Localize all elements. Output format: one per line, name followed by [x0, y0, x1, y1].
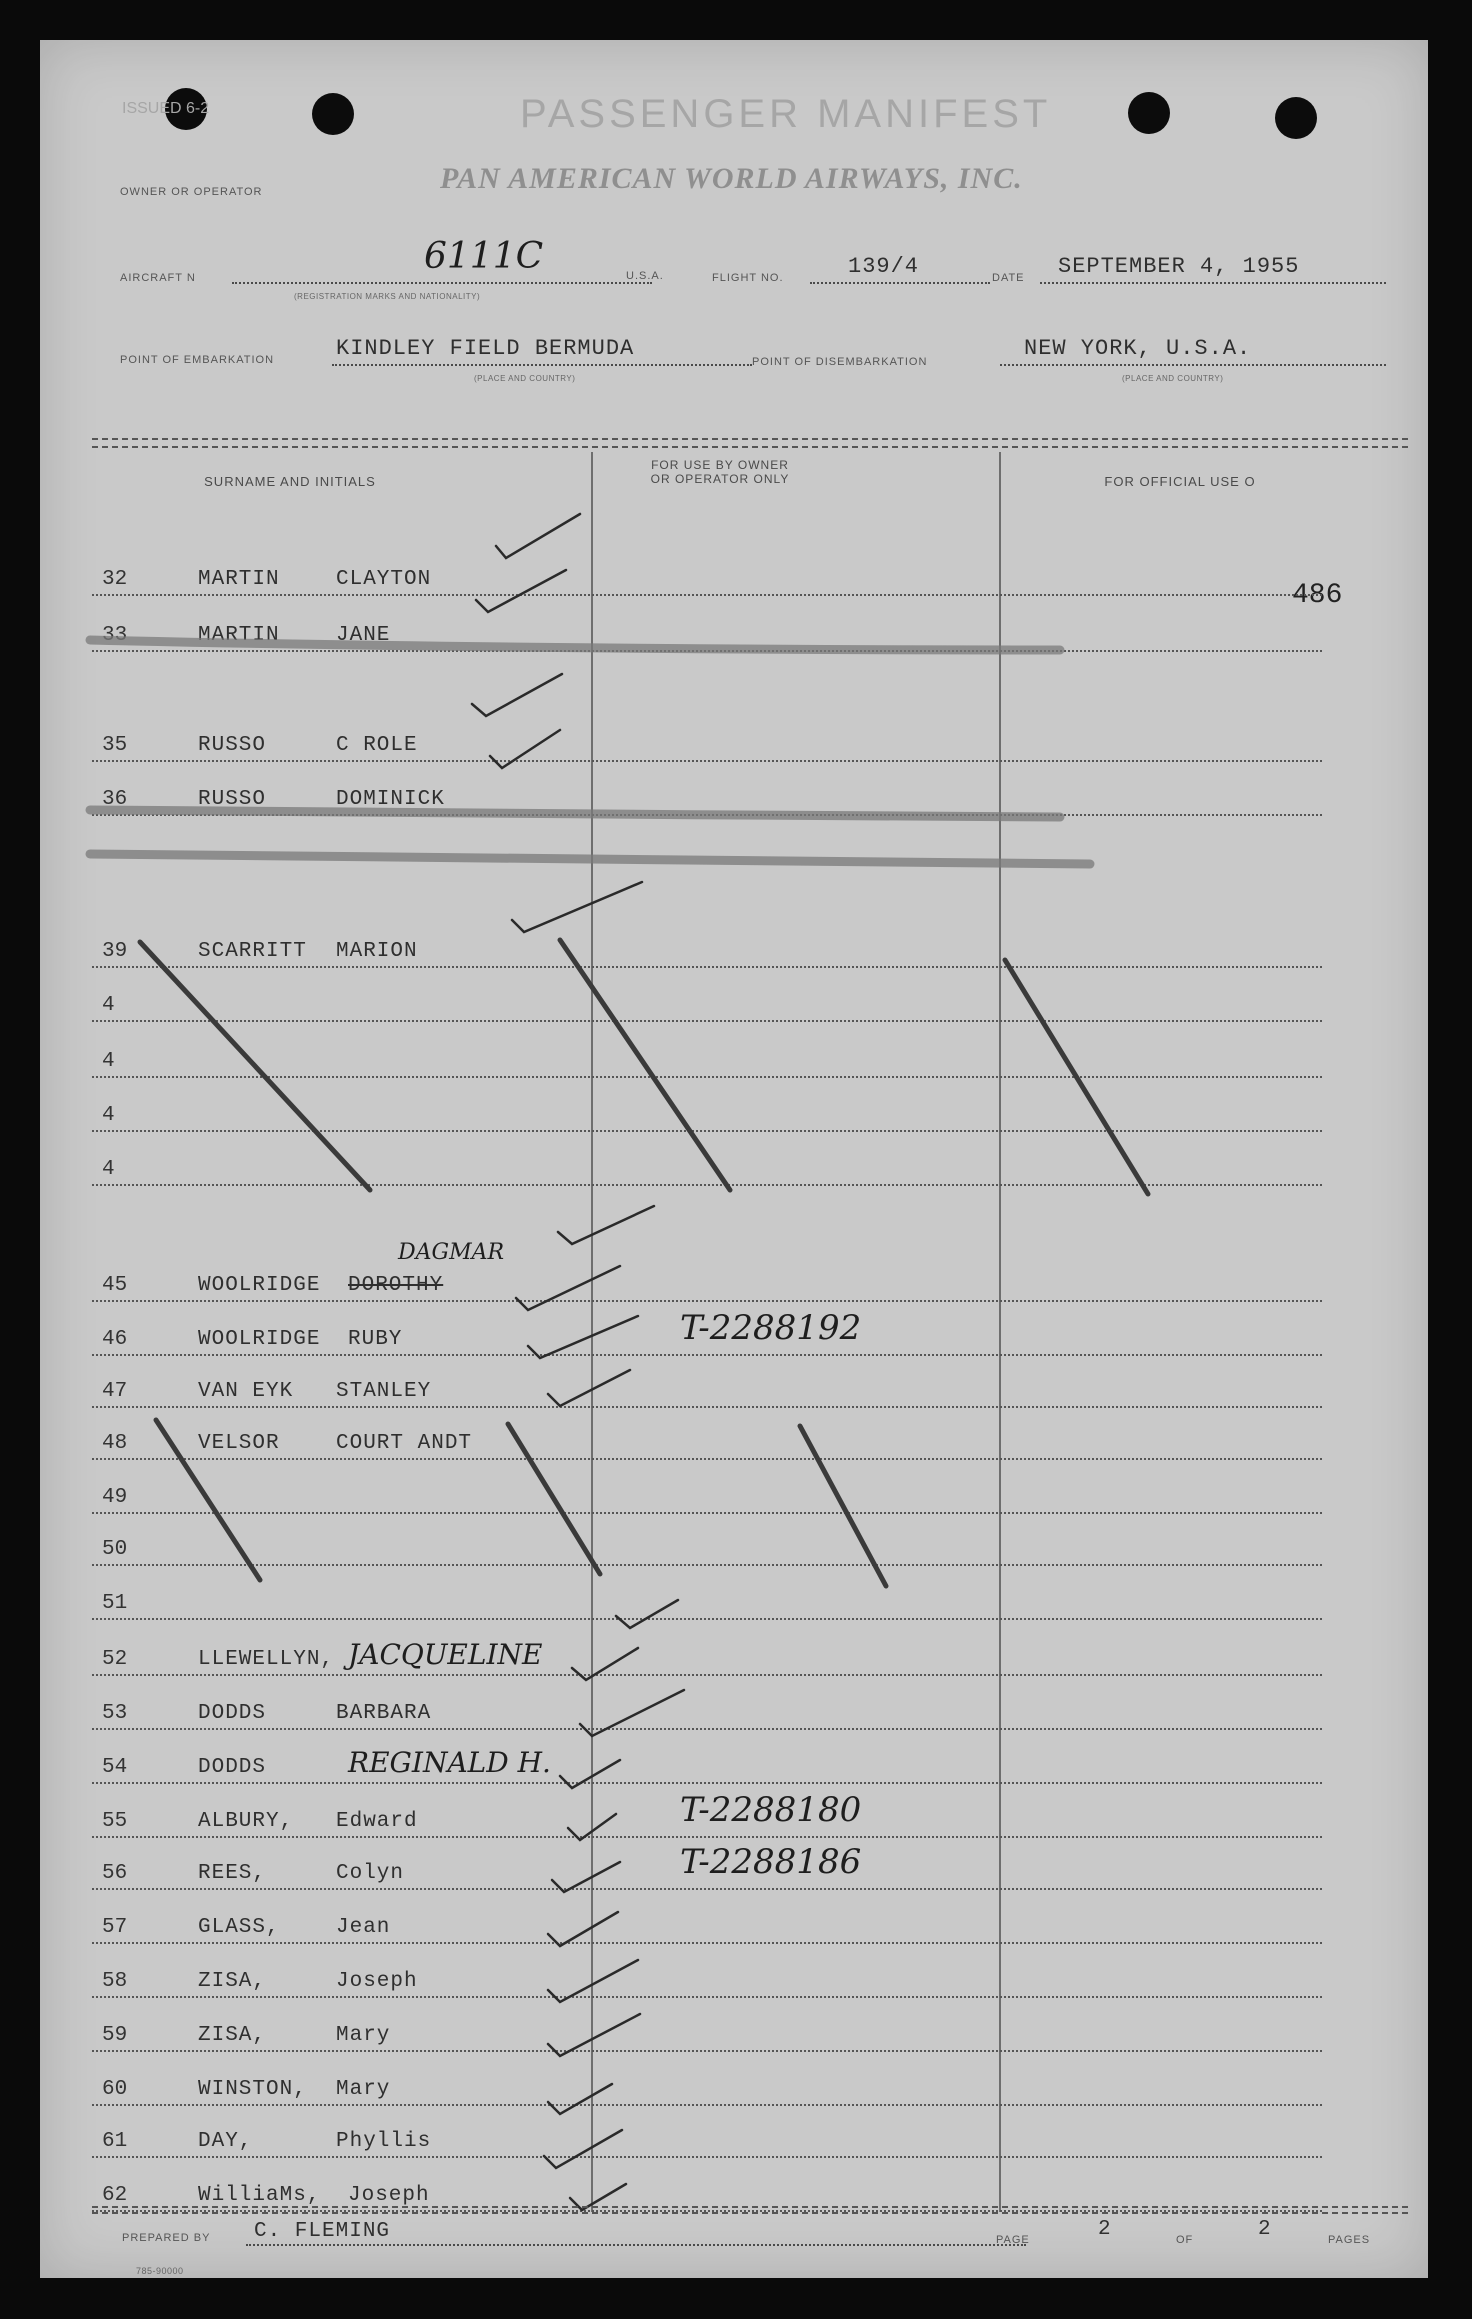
disembarkation-value: NEW YORK, U.S.A. [1024, 336, 1252, 361]
disembarkation-label: POINT OF DISEMBARKATION [752, 356, 928, 368]
column-header-owner-use: OR OPERATOR ONLY [650, 472, 790, 486]
passenger-surname: VELSOR [198, 1432, 280, 1455]
embarkation-label: POINT OF EMBARKATION [120, 354, 275, 366]
passenger-surname: MARTIN [198, 624, 280, 647]
passenger-surname: GLASS, [198, 1916, 280, 1939]
passenger-given-name: Mary [336, 2078, 391, 2101]
row-number: 55 [102, 1810, 128, 1833]
row-number: 59 [102, 2024, 128, 2047]
stamp-number: 486 [1292, 580, 1343, 611]
passenger-surname: DODDS [198, 1702, 267, 1725]
row-number: 33 [102, 624, 128, 647]
check-mark [516, 1266, 620, 1310]
column-header-surname: SURNAME AND INITIALS [204, 474, 376, 489]
check-mark [544, 2130, 622, 2168]
page-label: PAGE [996, 2234, 1030, 2246]
row-number: 60 [102, 2078, 128, 2101]
handwritten-name: JACQUELINE [348, 1638, 543, 1671]
passenger-surname: DODDS [198, 1756, 267, 1779]
check-mark [490, 730, 560, 768]
cancellation-slash [800, 1426, 886, 1586]
check-mark [548, 1370, 630, 1406]
strike-through-line [90, 640, 1060, 650]
cancellation-slash [1005, 960, 1148, 1194]
passenger-given-name: STANLEY [336, 1380, 432, 1403]
passenger-given-name: CLAYTON [336, 568, 432, 591]
row-number: 56 [102, 1862, 128, 1885]
passenger-given-name: Joseph [336, 1970, 418, 1993]
passenger-surname: MARTIN [198, 568, 280, 591]
row-number: 4 [102, 994, 115, 1017]
disembarkation-note: (PLACE AND COUNTRY) [1122, 374, 1224, 383]
row-number: 53 [102, 1702, 128, 1725]
row-number: 4 [102, 1158, 115, 1181]
ticket-number: T-2288192 [680, 1308, 862, 1348]
flight-label: FLIGHT NO. [712, 272, 784, 284]
check-mark [548, 1960, 638, 2002]
row-number: 54 [102, 1756, 128, 1779]
check-mark [548, 1912, 618, 1946]
row-number: 36 [102, 788, 128, 811]
passenger-surname: LLEWELLYN, [198, 1648, 335, 1671]
row-number: 51 [102, 1592, 128, 1615]
marks-layer [40, 40, 1428, 2278]
check-mark [472, 674, 562, 716]
passenger-given-name: DOMINICK [336, 788, 445, 811]
passenger-surname: WOOLRIDGE [198, 1328, 321, 1351]
passenger-surname: REES, [198, 1862, 267, 1885]
check-mark [496, 514, 580, 558]
passenger-given-name: Colyn [336, 1862, 405, 1885]
registration-note: (REGISTRATION MARKS AND NATIONALITY) [294, 292, 481, 301]
row-number: 32 [102, 568, 128, 591]
embarkation-note: (PLACE AND COUNTRY) [474, 374, 576, 383]
row-number: 4 [102, 1050, 115, 1073]
passenger-surname: DAY, [198, 2130, 253, 2153]
passenger-given-name: JANE [336, 624, 391, 647]
check-mark [512, 882, 642, 932]
cancellation-slash [140, 942, 370, 1190]
row-number: 48 [102, 1432, 128, 1455]
footer-divider [92, 2206, 1408, 2208]
row-number: 50 [102, 1538, 128, 1561]
form-number: 785-90000 [136, 2266, 184, 2276]
cancellation-slash [156, 1420, 260, 1580]
passenger-given-name: COURT ANDT [336, 1432, 473, 1455]
row-number: 47 [102, 1380, 128, 1403]
passenger-surname: RUSSO [198, 788, 267, 811]
row-number: 35 [102, 734, 128, 757]
passenger-surname: SCARRITT [198, 940, 307, 963]
row-number: 4 [102, 1104, 115, 1127]
passenger-given-name: BARBARA [336, 1702, 432, 1725]
of-label: OF [1176, 2234, 1194, 2246]
check-mark [572, 1648, 638, 1680]
strike-through-line [90, 810, 1060, 817]
check-mark [616, 1600, 678, 1628]
row-number: 57 [102, 1916, 128, 1939]
passenger-given-name: Mary [336, 2024, 391, 2047]
handwritten-name: REGINALD H. [348, 1746, 551, 1779]
column-header-owner-use: FOR USE BY OWNER [651, 458, 789, 472]
flight-date: SEPTEMBER 4, 1955 [1058, 254, 1300, 279]
passenger-surname: RUSSO [198, 734, 267, 757]
owner-label: OWNER OR OPERATOR [120, 186, 263, 198]
form-code: ISSUED 6-2 [122, 100, 210, 117]
ticket-number: T-2288186 [680, 1842, 862, 1882]
passenger-surname: WOOLRIDGE [198, 1274, 321, 1297]
row-number: 49 [102, 1486, 128, 1509]
flight-number: 139/4 [848, 254, 920, 279]
prepared-by-value: C. FLEMING [254, 2220, 391, 2243]
passenger-given-name: Edward [336, 1810, 418, 1833]
embarkation-value: KINDLEY FIELD BERMUDA [336, 336, 635, 361]
manifest-title: PASSENGER MANIFEST [520, 92, 1052, 136]
column-header-official: FOR OFFICIAL USE O [1104, 474, 1256, 489]
check-mark [548, 2014, 640, 2056]
passenger-surname: ZISA, [198, 1970, 267, 1993]
passenger-given-name: RUBY [348, 1328, 403, 1351]
cancellation-slash [508, 1424, 600, 1574]
passenger-given-name: Joseph [348, 2184, 430, 2207]
passenger-given-name: C ROLE [336, 734, 418, 757]
passenger-given-name: Jean [336, 1916, 391, 1939]
usa-label: U.S.A. [626, 270, 664, 282]
check-mark [552, 1862, 620, 1892]
check-mark [528, 1316, 638, 1358]
ticket-number: T-2288180 [680, 1790, 862, 1830]
check-mark [476, 570, 566, 612]
row-number: 39 [102, 940, 128, 963]
page-number: 2 [1098, 2218, 1112, 2241]
row-number: 45 [102, 1274, 128, 1297]
handwritten-name: DAGMAR [398, 1240, 505, 1265]
passenger-surname: VAN EYK [198, 1380, 294, 1403]
passenger-given-name: DOROTHY [348, 1274, 444, 1297]
aircraft-number: 6111C [424, 236, 544, 277]
check-mark [580, 1690, 684, 1736]
row-number: 61 [102, 2130, 128, 2153]
passenger-surname: WINSTON, [198, 2078, 307, 2101]
check-mark [568, 1814, 616, 1840]
manifest-page [40, 40, 1428, 2278]
footer-divider [92, 2212, 1408, 2214]
row-number: 62 [102, 2184, 128, 2207]
airline-name: PAN AMERICAN WORLD AIRWAYS, INC. [440, 162, 1023, 195]
aircraft-label: AIRCRAFT N [120, 272, 196, 284]
row-number: 52 [102, 1648, 128, 1671]
check-mark [548, 2084, 612, 2114]
pages-label: PAGES [1328, 2234, 1371, 2246]
prepared-by-label: PREPARED BY [122, 2232, 211, 2244]
row-number: 58 [102, 1970, 128, 1993]
cancellation-slash [560, 940, 730, 1190]
total-pages: 2 [1258, 2218, 1272, 2241]
passenger-surname: ZISA, [198, 2024, 267, 2047]
date-label: DATE [992, 272, 1025, 284]
check-mark [560, 1760, 620, 1788]
passenger-surname: WilliaMs, [198, 2184, 321, 2207]
passenger-given-name: Phyllis [336, 2130, 432, 2153]
passenger-given-name: MARION [336, 940, 418, 963]
check-mark [558, 1206, 654, 1244]
strike-through-line [90, 854, 1090, 864]
passenger-surname: ALBURY, [198, 1810, 294, 1833]
row-number: 46 [102, 1328, 128, 1351]
